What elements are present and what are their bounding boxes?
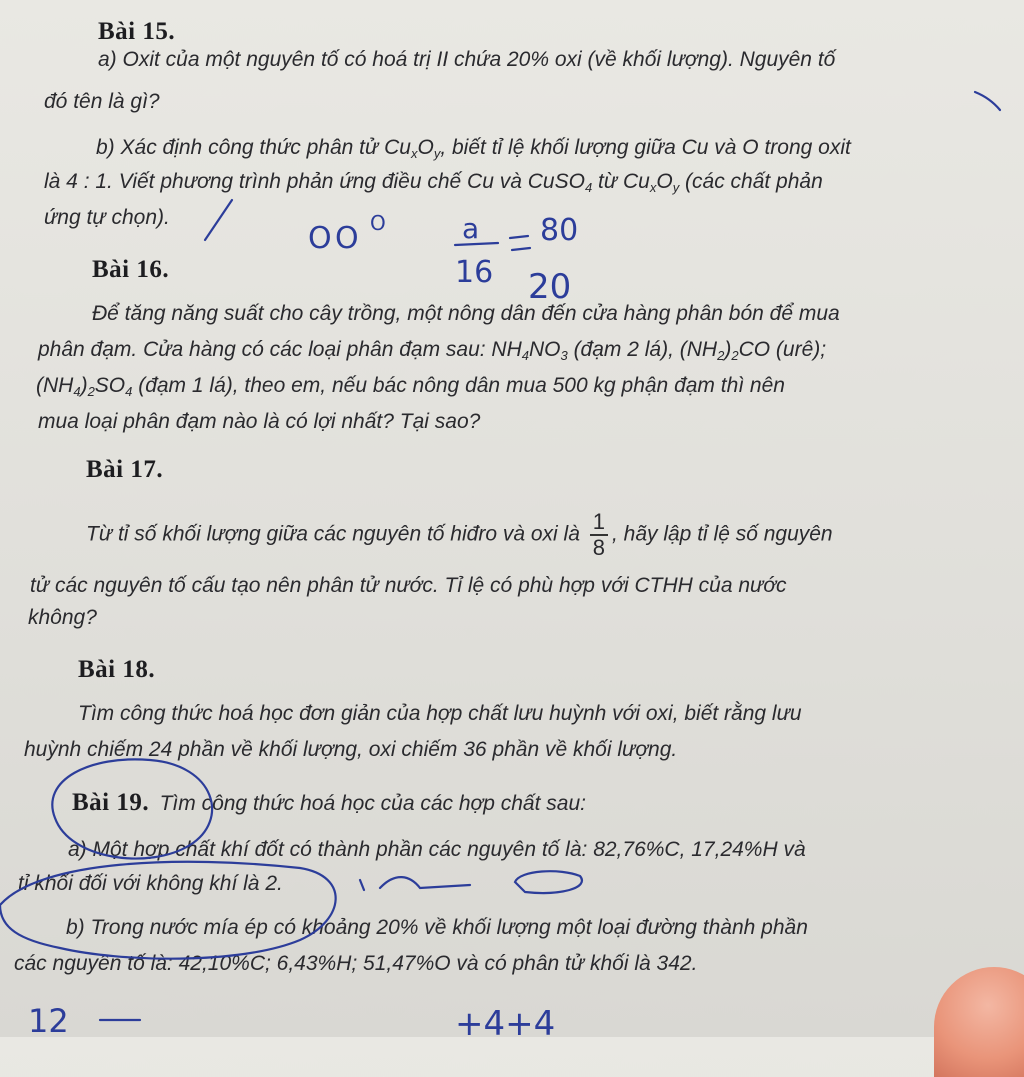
subscript: 4	[521, 348, 529, 363]
text-span: (các chất phản	[679, 170, 823, 193]
ink-equals-top	[510, 236, 528, 238]
subscript: y	[433, 146, 441, 161]
fraction	[590, 510, 608, 560]
exercise-19-b-line2: các nguyên tố là: 42,10%C; 6,43%H; 51,47%O và có phân tử khối là 342.	[14, 952, 698, 975]
ink-bottom-mid: +4+4	[455, 1004, 556, 1037]
ink-fraction-bar	[455, 243, 498, 245]
ink-tick	[975, 92, 1000, 110]
exercise-16-line2	[38, 334, 826, 372]
ink-equals-bottom	[512, 248, 530, 250]
exercise-19-intro: Tìm công thức hoá học của các hợp chất sau:	[159, 792, 586, 815]
ink-top-scribble-3: O	[370, 211, 386, 235]
text-span: b) Xác định công thức phân tử Cu	[96, 136, 411, 159]
ink-bottom-left: 12	[28, 1002, 69, 1037]
text-span: (NH	[36, 374, 74, 397]
text-span: )	[80, 374, 88, 397]
text-span: (đạm 2 lá), (NH	[567, 338, 718, 361]
exercise-16-line1: Để tăng năng suất cho cây trồng, một nông dân đến cửa hàng phân bón để mua	[92, 302, 840, 325]
text-span: O	[417, 136, 434, 159]
exercise-15-b-line3: ứng tự chọn).	[44, 206, 170, 229]
ink-mark	[360, 880, 364, 890]
exercise-18-line2: huỳnh chiếm 24 phần về khối lượng, oxi chiếm 36 phần về khối lượng.	[24, 738, 678, 761]
subscript: x	[649, 180, 657, 195]
exercise-19-b-line1: b) Trong nước mía ép có khoảng 20% về khối lượng một loại đường thành phần	[66, 916, 808, 939]
subscript: x	[410, 146, 418, 161]
exercise-19-a-line2: tỉ khối đối với không khí là 2.	[18, 872, 283, 895]
exercise-15-b-line1	[96, 132, 851, 170]
text-span: phân đạm. Cửa hàng có các loại phân đạm sau: NH	[38, 338, 522, 361]
subscript: 4	[125, 384, 133, 399]
thumb-photo	[934, 967, 1024, 1077]
exercise-17-line1	[86, 510, 833, 560]
text-span: (đạm 1 lá), theo em, nếu bác nông dân mua 500 kg phận đạm thì nên	[132, 374, 785, 397]
exercise-15-title: Bài 15.	[98, 18, 176, 45]
text-span: NO	[529, 338, 561, 361]
ink-frac-right-bottom: 20	[528, 267, 572, 307]
text-span: O	[656, 170, 673, 193]
exercise-18-title: Bài 18.	[78, 656, 156, 683]
fraction-numerator: 1	[590, 510, 608, 536]
exercise-15-b-line2	[44, 166, 823, 204]
ink-frac-bottom: 16	[455, 255, 494, 290]
subscript: 2	[731, 348, 739, 363]
ink-frac-right-top: 80	[540, 213, 579, 248]
ink-top-scribble: O	[308, 221, 332, 256]
ink-slash	[205, 200, 232, 240]
subscript: 4	[73, 384, 81, 399]
exercise-19-title: Bài 19.	[72, 789, 150, 816]
subscript: y	[672, 180, 680, 195]
text-span: , biết tỉ lệ khối lượng giữa Cu và O trong oxit	[440, 136, 851, 159]
exercise-19-header	[72, 788, 586, 820]
exercise-17-line2: tử các nguyên tố cấu tạo nên phân tử nước. Tỉ lệ có phù hợp với CTHH của nước	[30, 574, 787, 597]
exercise-16-line4: mua loại phân đạm nào là có lợi nhất? Tại sao?	[38, 410, 481, 433]
text-span: SO	[94, 374, 126, 397]
ink-frac-top: a	[462, 212, 480, 245]
exercise-17-title: Bài 17.	[86, 456, 164, 483]
subscript: 2	[717, 348, 725, 363]
subscript: 3	[560, 348, 568, 363]
fraction-denominator: 8	[592, 535, 605, 560]
exercise-16-title: Bài 16.	[92, 256, 170, 283]
exercise-19-a-line1: a) Một hợp chất khí đốt có thành phần các nguyên tố là: 82,76%C, 17,24%H và	[68, 838, 806, 861]
text-span: Từ tỉ số khối lượng giữa các nguyên tố hiđro và oxi là	[86, 522, 580, 546]
exercise-15-a-line1: a) Oxit của một nguyên tố có hoá trị II chứa 20% oxi (về khối lượng). Nguyên tố	[98, 48, 836, 71]
ink-top-scribble-2: O	[335, 221, 359, 256]
text-span: từ Cu	[592, 170, 650, 193]
ink-strike	[380, 877, 470, 888]
exercise-16-line3	[36, 370, 785, 408]
exercise-15-a-line2: đó tên là gì?	[44, 90, 160, 113]
text-span: CO (urê);	[738, 338, 827, 361]
subscript: 2	[87, 384, 95, 399]
exercise-17-line3: không?	[28, 606, 97, 629]
subscript: 4	[584, 180, 593, 195]
text-span: )	[724, 338, 732, 361]
text-span: , hãy lập tỉ lệ số nguyên	[611, 522, 833, 546]
text-span: là 4 : 1. Viết phương trình phản ứng điều chế Cu và CuSO	[44, 170, 585, 193]
ink-oval	[515, 871, 582, 893]
exercise-18-line1: Tìm công thức hoá học đơn giản của hợp chất lưu huỳnh với oxi, biết rằng lưu	[78, 702, 802, 725]
